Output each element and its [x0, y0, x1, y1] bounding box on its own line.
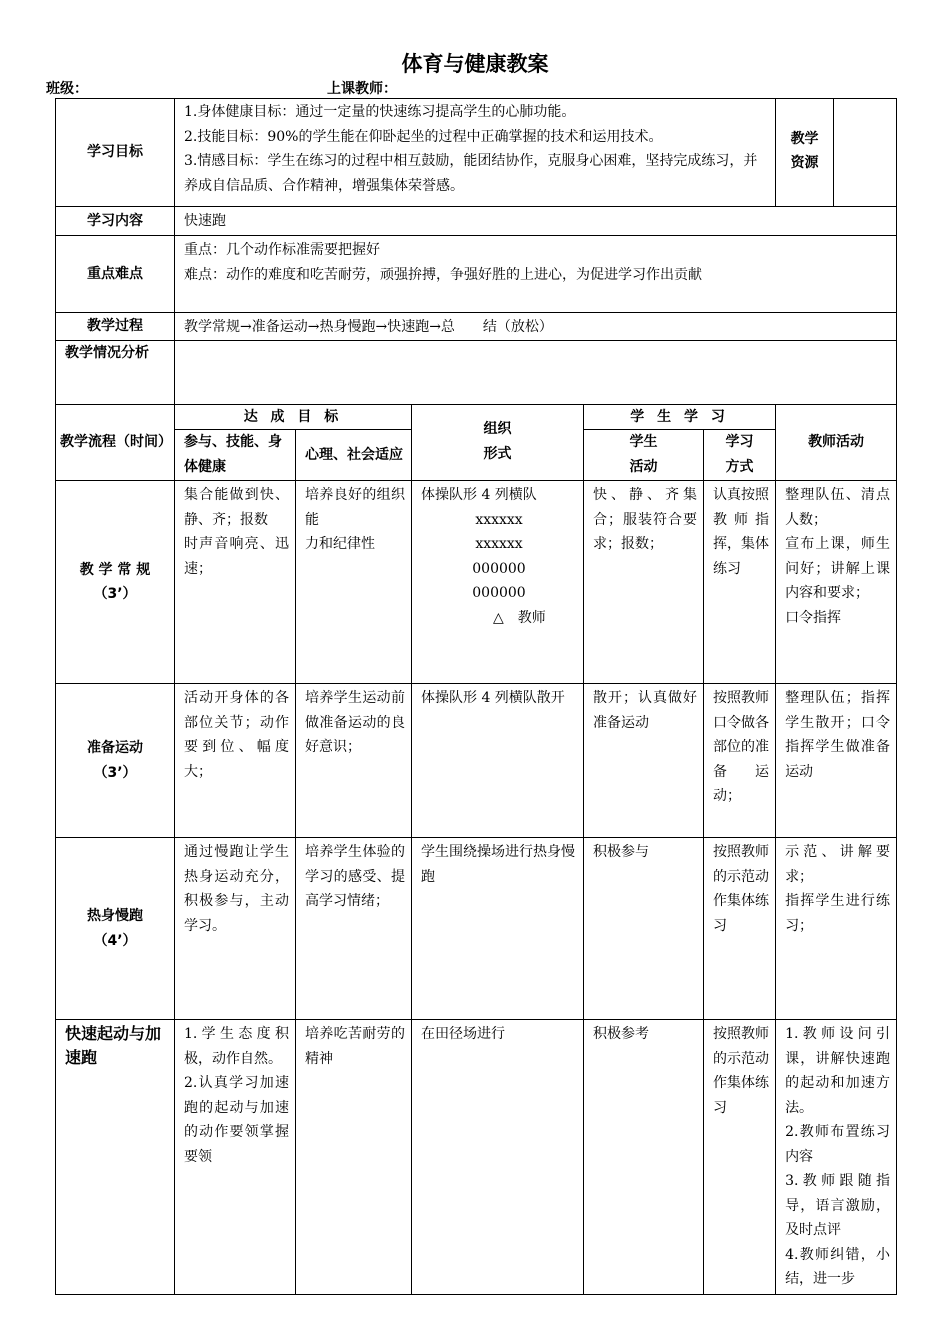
process-label: 教学过程: [56, 313, 175, 341]
activity-cell: 积极参考: [584, 1020, 704, 1295]
stage-name: 教 学 常 规: [79, 561, 151, 578]
goal-b-cell: 培养学生运动前做准备运动的良好意识；: [296, 684, 412, 838]
content-row: [56, 207, 897, 236]
stage-time: （4’）: [93, 932, 137, 949]
table-row: [56, 481, 897, 684]
org-cell: 体操队形 4 列横队散开: [412, 684, 584, 838]
objective-2: 2.技能目标：90%的学生能在仰卧起坐的过程中正确掌握的技术和运用技术。: [184, 128, 663, 145]
teacher-cell: [776, 481, 897, 684]
goal-a-line: 集合能做到快、静、齐；报数: [184, 487, 289, 528]
objective-3: 3.情感目标：学生在练习的过程中相互鼓励，能团结协作，克服身心困难，坚持完成练习，并养成自信品质、合作精神，增强集体荣誉感。: [184, 153, 758, 194]
org-cell: 在田径场进行: [412, 1020, 584, 1295]
goal-a-cell: [175, 1020, 296, 1295]
activity-cell: 快、静、齐集合；服装符合要求；报数；: [584, 481, 704, 684]
difficulty: 难点：动作的难度和吃苦耐劳，顽强拚搏，争强好胜的上进心，为促进学习作出贡献: [184, 266, 702, 283]
resource-label-1: 教学: [790, 131, 819, 147]
objectives-text: [175, 99, 776, 207]
study-header: 学 生 学 习: [584, 404, 776, 430]
process-value: 教学常规→准备运动→热身慢跑→快速跑→总 结（放松）: [175, 313, 897, 341]
teacher-line: 示范、讲解要求；: [785, 844, 891, 885]
org-header-1: 组织: [483, 421, 512, 438]
goal-a-cell: 活动开身体的各部位关节；动作要到位、幅度大；: [175, 684, 296, 838]
org-cell: 学生围绕操场进行热身慢跑: [412, 838, 584, 1020]
method-cell: 按照教师口令做各部位的准备 运动；: [704, 684, 776, 838]
stage-cell: [56, 684, 175, 838]
teacher-line: 3.教师跟随指导，语言激励，及时点评: [785, 1173, 891, 1238]
teacher-cell: [776, 1020, 897, 1295]
teacher-header: 教师活动: [776, 404, 897, 481]
teacher-line: 1.教师设问引课，讲解快速跑的起动和加速方法。: [785, 1026, 891, 1116]
stage-name: 快速起动与加速跑: [65, 1024, 162, 1067]
method-cell: 按照教师的示范动作集体练习: [704, 1020, 776, 1295]
org-line: 体操队形 4 列横队: [421, 487, 537, 503]
goal-a-header: 参与、技能、身体健康: [175, 430, 296, 481]
objective-1: 1.身体健康目标：通过一定量的快速练习提高学生的心肺功能。: [184, 104, 576, 120]
goal-a-line: 2.认真学习加速跑的起动与加速的动作要领掌握要领: [184, 1075, 289, 1165]
teacher-label: 上课教师：: [327, 81, 397, 97]
goal-a-cell: [175, 481, 296, 684]
org-header: [412, 404, 584, 481]
teacher-line: 整理队伍、清点人数；: [785, 487, 891, 528]
formation-line: xxxxxx: [475, 536, 523, 552]
teacher-line: 指挥学生进行练习；: [785, 893, 891, 934]
lesson-plan-table: [55, 98, 897, 1295]
method-cell: 按照教师的示范动作集体练习: [704, 838, 776, 1020]
activity-cell: 积极参与: [584, 838, 704, 1020]
stage-cell: [56, 838, 175, 1020]
stage-name: 热身慢跑: [87, 908, 143, 924]
stage-cell: [56, 481, 175, 684]
objectives-label: 学习目标: [56, 99, 175, 207]
table-row: [56, 684, 897, 838]
activity-header: [584, 430, 704, 481]
stage-cell: [56, 1020, 175, 1295]
goal-a-line: 1.学生态度积极，动作自然。: [184, 1026, 289, 1067]
activity-cell: 散开；认真做好准备运动: [584, 684, 704, 838]
stage-name: 准备运动: [87, 740, 143, 756]
goal-b-line: 力和纪律性: [305, 536, 375, 552]
resource-label-2: 资源: [790, 155, 819, 171]
teacher-line: 2.教师布置练习内容: [785, 1124, 891, 1165]
analysis-value: [175, 340, 897, 404]
table-row: [56, 1020, 897, 1295]
keypoint: 重点：几个动作标准需要把握好: [184, 242, 380, 258]
goal-b-cell: 培养吃苦耐劳的精神: [296, 1020, 412, 1295]
content-value: 快速跑: [175, 207, 897, 236]
content-label: 学习内容: [56, 207, 175, 236]
process-row: [56, 313, 897, 341]
org-header-2: 形式: [483, 446, 512, 463]
goal-b-line: 培养良好的组织能: [305, 487, 405, 528]
teacher-position: △ 教师: [493, 609, 546, 626]
flow-header-row-1: [56, 404, 897, 430]
analysis-label: 教学情况分析: [56, 340, 175, 404]
method-header-2: 方式: [725, 459, 754, 475]
keypoints-label: 重点难点: [56, 236, 175, 313]
teacher-cell: 整理队伍；指挥学生散开；口令指挥学生做准备运动: [776, 684, 897, 838]
teacher-line: 宣布上课，师生问好；讲解上课内容和要求；: [785, 536, 891, 601]
method-cell: 认真按照教师指挥，集体练习: [704, 481, 776, 684]
goals-header: 达 成 目 标: [175, 404, 412, 430]
resource-label: [776, 99, 834, 207]
formation-line: 000000: [472, 560, 526, 577]
stage-time: （3’）: [93, 764, 137, 781]
keypoints-text: [175, 236, 897, 313]
goal-a-line: 时声音响亮、迅速；: [184, 536, 289, 577]
formation-line: xxxxxx: [475, 511, 523, 528]
teacher-line: 4.教师纠错，小结，进一步: [785, 1246, 891, 1287]
goal-b-header: 心理、社会适应: [296, 430, 412, 481]
analysis-row: [56, 340, 897, 404]
objectives-row: [56, 99, 897, 207]
goal-b-cell: [296, 481, 412, 684]
formation-line: 000000: [472, 585, 526, 601]
keypoints-row: [56, 236, 897, 313]
page-title: 体育与健康教案: [401, 52, 549, 76]
activity-header-2: 活动: [629, 459, 658, 475]
method-header: [704, 430, 776, 481]
stage-time: （3’）: [93, 586, 137, 602]
goal-a-cell: 通过慢跑让学生热身运动充分，积极参与，主动学习。: [175, 838, 296, 1020]
resource-value: [834, 99, 897, 207]
teacher-line: 口令指挥: [785, 609, 842, 626]
class-label: 班级：: [46, 81, 88, 97]
activity-header-1: 学生: [629, 434, 658, 450]
goal-b-cell: 培养学生体验的学习的感受、提高学习情绪；: [296, 838, 412, 1020]
method-header-1: 学习: [725, 434, 754, 450]
teacher-cell: [776, 838, 897, 1020]
flow-header: 教学流程（时间）: [56, 404, 175, 481]
table-row: [56, 838, 897, 1020]
org-cell: [412, 481, 584, 684]
